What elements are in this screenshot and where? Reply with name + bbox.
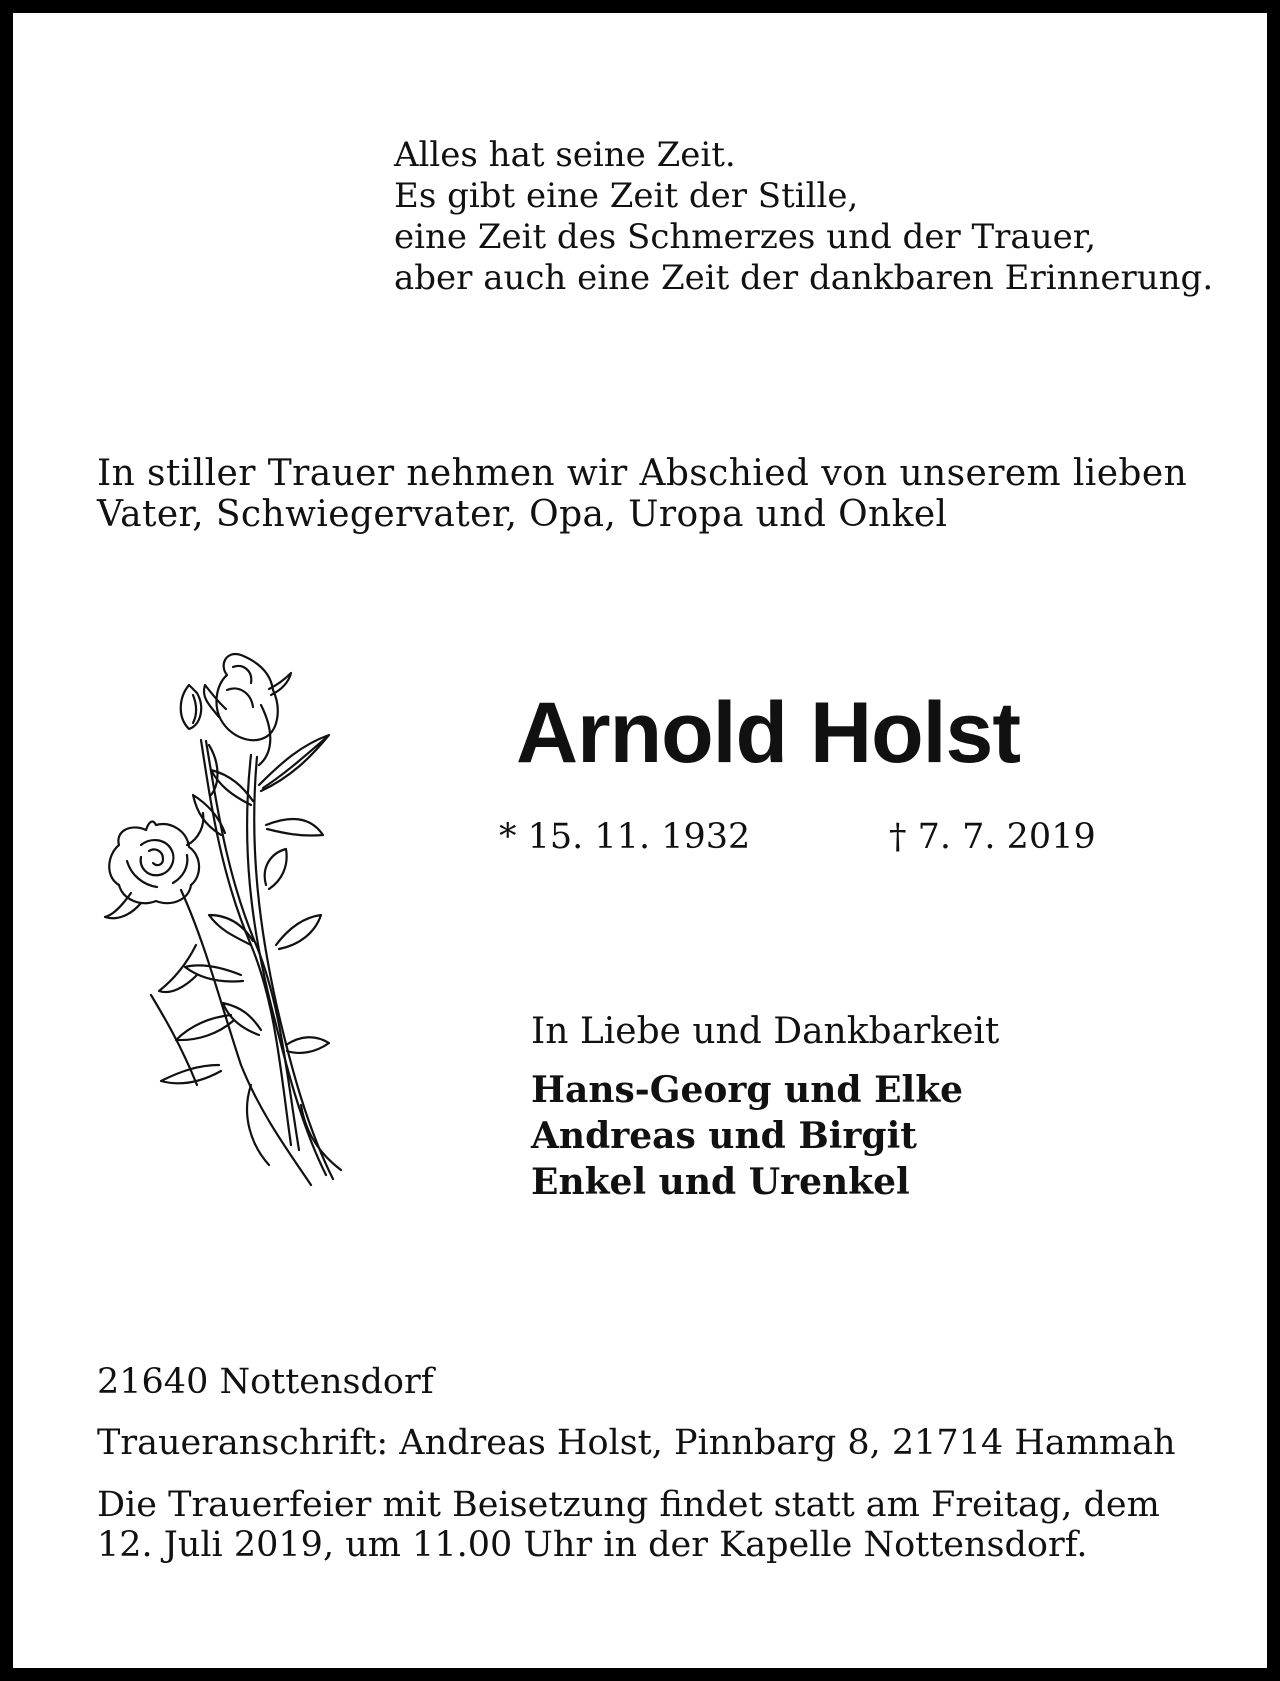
poem-line: eine Zeit des Schmerzes und der Trauer, xyxy=(394,217,1097,257)
intro-line: Vater, Schwiegervater, Opa, Uropa und Onkel xyxy=(97,494,948,535)
deceased-name: Arnold Holst xyxy=(516,685,1020,781)
mourners xyxy=(531,1009,999,1205)
poem-line: Es gibt eine Zeit der Stille, xyxy=(394,176,859,216)
mourners-lead: In Liebe und Dankbarkeit xyxy=(531,1011,1000,1052)
mourning-address: Traueranschrift: Andreas Holst, Pinnbarg 8, 21714 Hammah xyxy=(97,1423,1176,1463)
mourner-name: Enkel und Urenkel xyxy=(531,1161,910,1203)
mourner-name: Hans-Georg und Elke xyxy=(531,1069,964,1111)
birth-date: * 15. 11. 1932 xyxy=(499,817,751,857)
death-date: † 7. 7. 2019 xyxy=(889,817,1096,857)
rose-drawing-icon xyxy=(101,645,361,1195)
funeral-line: Die Trauerfeier mit Beisetzung findet statt am Freitag, dem xyxy=(97,1485,1160,1525)
funeral-line: 12. Juli 2019, um 11.00 Uhr in der Kapelle Nottensdorf. xyxy=(97,1525,1088,1565)
funeral-info xyxy=(97,1485,1160,1565)
intro-text xyxy=(97,453,1187,535)
poem-line: Alles hat seine Zeit. xyxy=(394,135,736,175)
intro-line: In stiller Trauer nehmen wir Abschied von unserem lieben xyxy=(97,453,1188,494)
mourner-name: Andreas und Birgit xyxy=(531,1115,917,1157)
poem xyxy=(394,135,1213,299)
poem-line: aber auch eine Zeit der dankbaren Erinnerung. xyxy=(394,258,1214,298)
place: 21640 Nottensdorf xyxy=(97,1362,434,1402)
